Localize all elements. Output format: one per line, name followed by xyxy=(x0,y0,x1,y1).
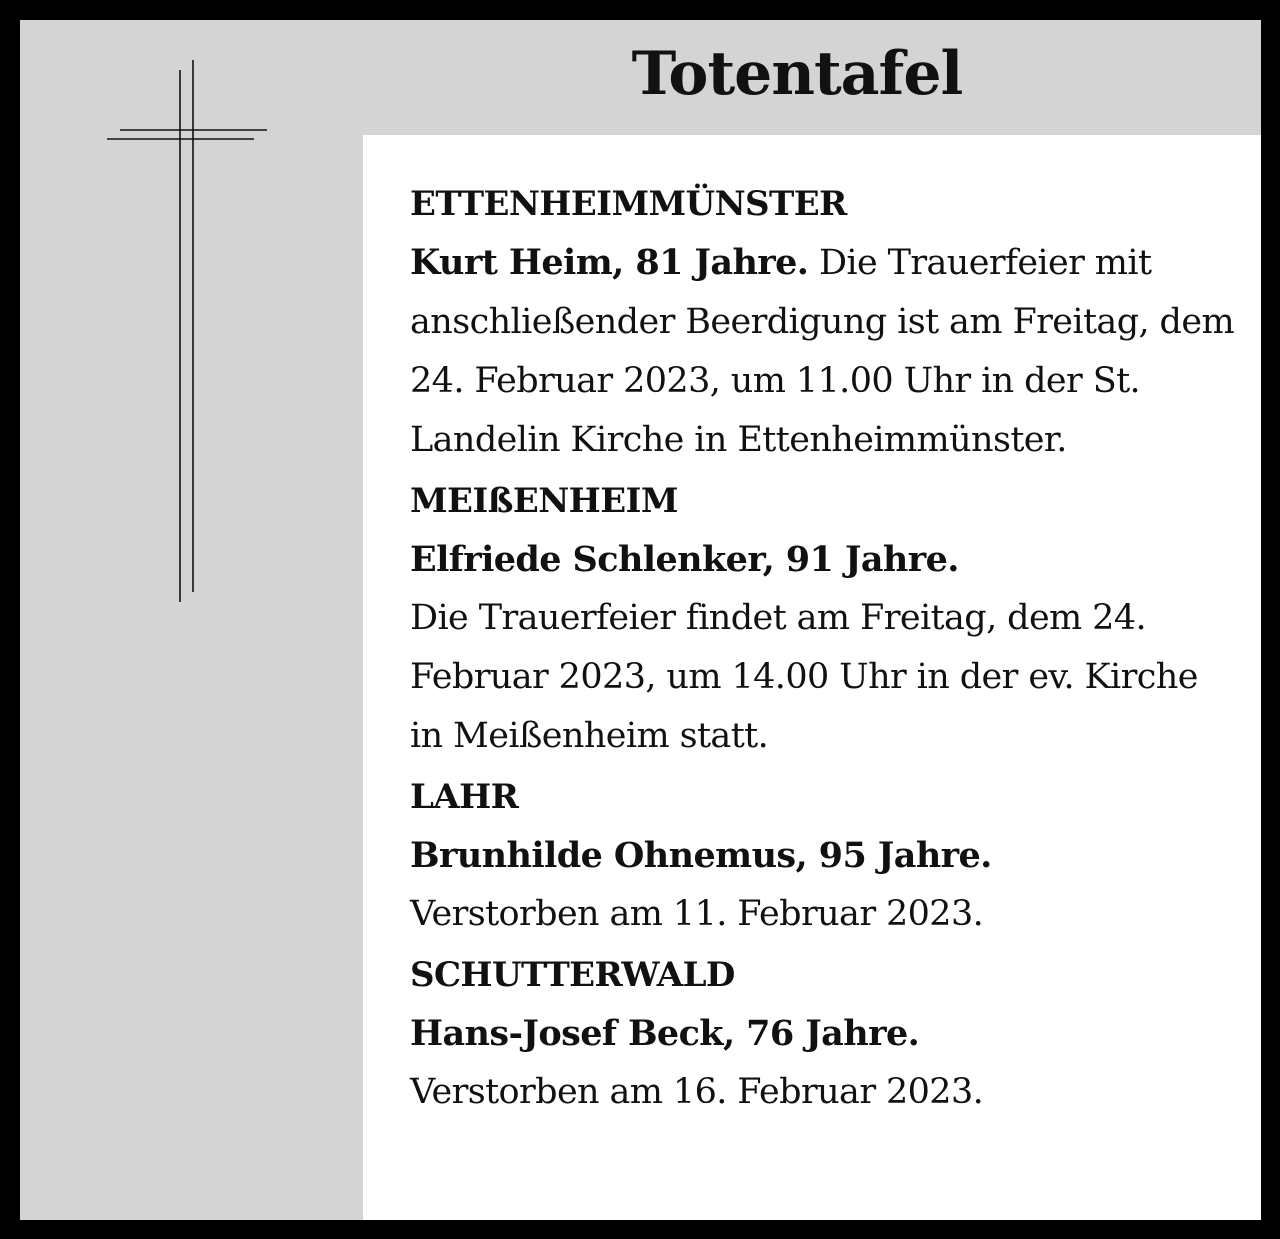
entry-text: Verstorben am 11. Februar 2023. xyxy=(410,894,984,934)
entry-text: Die Trauerfeier findet am Freitag, dem 24. Februar 2023, um 14.00 Uhr in der ev. Kirche in Meißenheim statt. xyxy=(410,598,1198,756)
content-area xyxy=(363,135,1261,1220)
page-title: Totentafel xyxy=(631,39,963,109)
entry-text: Die Trauerfeier mit anschließender Beerdigung ist am Freitag, dem 24. Februar 2023, um 11.00 Uhr in der St. Landelin Kirche in Ettenheimmünster. xyxy=(410,243,1235,460)
obituary-entry xyxy=(410,175,1240,470)
entry-place: SCHUTTERWALD xyxy=(410,955,735,995)
obituary-list xyxy=(410,175,1240,1122)
entry-place: ETTENHEIMMÜNSTER xyxy=(410,184,847,224)
cross-icon xyxy=(100,56,280,616)
obituary-entry xyxy=(410,768,1240,944)
entry-person: Elfriede Schlenker, 91 Jahre. xyxy=(410,539,959,580)
entry-place: MEIßENHEIM xyxy=(410,481,678,521)
entry-place: LAHR xyxy=(410,777,519,817)
entry-person: Kurt Heim, 81 Jahre. xyxy=(410,242,809,283)
entry-text: Verstorben am 16. Februar 2023. xyxy=(410,1072,984,1112)
entry-person: Brunhilde Ohnemus, 95 Jahre. xyxy=(410,835,992,876)
obituary-entry xyxy=(410,472,1240,766)
obituary-entry xyxy=(410,946,1240,1122)
obituary-panel xyxy=(20,20,1261,1220)
entry-person: Hans-Josef Beck, 76 Jahre. xyxy=(410,1013,920,1054)
